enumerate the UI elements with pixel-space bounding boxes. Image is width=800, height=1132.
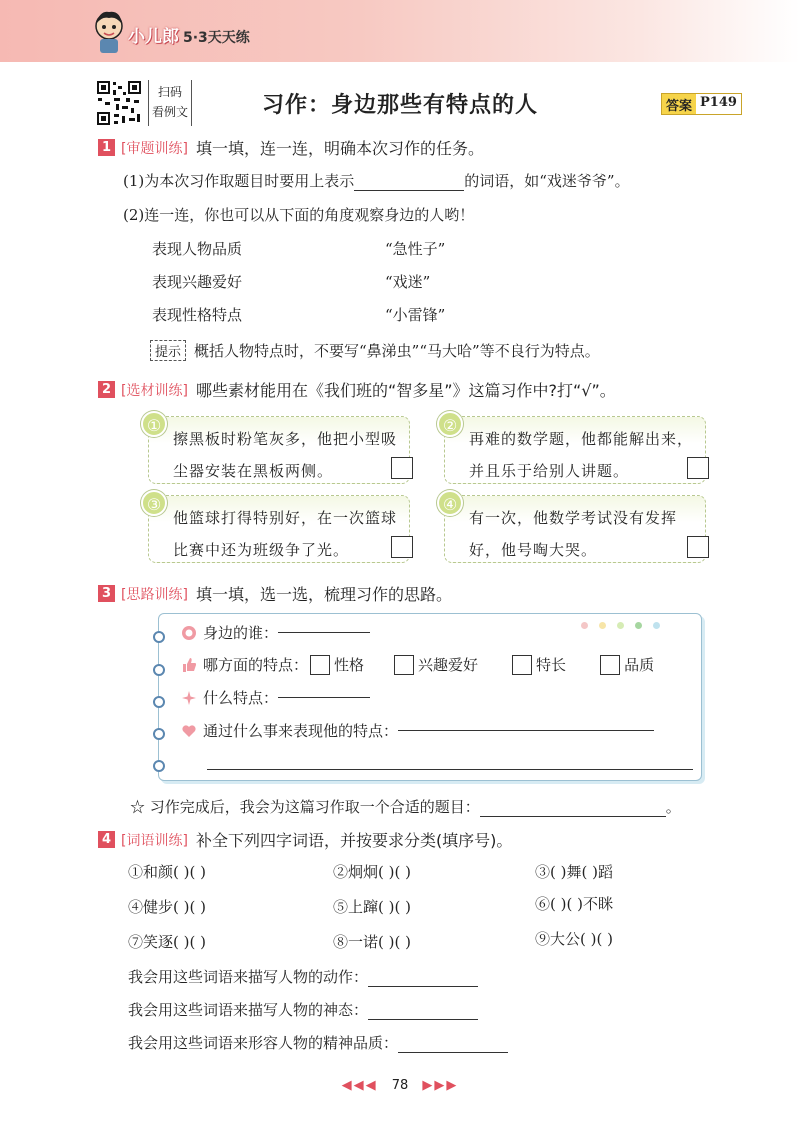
left-arrows-icon: ◀◀◀	[341, 1078, 378, 1093]
question-4-heading: 4 [词语训练] 补全下列四字词语，并按要求分类(填序号)。	[98, 828, 512, 851]
feature-blank[interactable]	[278, 697, 370, 698]
scan-label: 扫码 看例文	[148, 80, 192, 126]
title-blank[interactable]	[480, 816, 666, 817]
spirit-blank[interactable]	[398, 1052, 508, 1053]
row-who: 身边的谁：	[181, 622, 370, 643]
ring-icon	[153, 728, 165, 740]
q1-line-2: (2)连一连，你也可以从下面的角度观察身边的人哟！	[123, 206, 475, 224]
dot-icon	[653, 622, 660, 629]
ring-icon	[153, 631, 165, 643]
option-card-1: ① 擦黑板时粉笔灰多，他把小型吸尘器安装在黑板两侧。	[148, 416, 410, 484]
event-blank[interactable]	[398, 730, 654, 731]
heart-badge-icon	[181, 625, 197, 641]
heart-flower-icon	[181, 723, 197, 739]
checkbox-3[interactable]	[391, 536, 413, 558]
event-blank-2[interactable]	[207, 756, 693, 770]
idiom-8[interactable]: ⑧一诺( )( )	[333, 933, 411, 951]
who-blank[interactable]	[278, 632, 370, 633]
q1-right-2[interactable]: “戏迷”	[385, 273, 431, 291]
q1-left-3[interactable]: 表现性格特点	[152, 306, 243, 324]
idiom-9[interactable]: ⑨大公( )( )	[535, 930, 613, 948]
page-title: 习作：身边那些有特点的人	[261, 93, 538, 118]
q1-left-2[interactable]: 表现兴趣爱好	[152, 273, 243, 291]
row-aspect: 哪方面的特点： 性格 兴趣爱好 特长 品质	[181, 654, 654, 675]
expression-blank[interactable]	[368, 1019, 478, 1020]
notebook-panel	[158, 613, 702, 781]
q1-left-1[interactable]: 表现人物品质	[152, 240, 243, 258]
q1-blank[interactable]	[354, 190, 464, 191]
dot-icon	[617, 622, 624, 629]
action-blank[interactable]	[368, 986, 478, 987]
title-prompt: ☆ 习作完成后，我会为这篇习作取一个合适的题目： 。	[130, 798, 681, 816]
ring-icon	[153, 664, 165, 676]
mascot-icon	[92, 10, 126, 54]
idiom-6[interactable]: ⑥( )( )不眯	[535, 895, 613, 913]
idiom-3[interactable]: ③( )舞( )蹈	[535, 863, 613, 881]
checkbox-quality[interactable]	[600, 655, 620, 675]
checkbox-hobby[interactable]	[394, 655, 414, 675]
answer-badge[interactable]: 答案 P149	[661, 93, 742, 115]
dot-icon	[581, 622, 588, 629]
ring-icon	[153, 696, 165, 708]
row-event: 通过什么事来表现他的特点：	[181, 720, 654, 741]
category-expression: 我会用这些词语来描写人物的神态：	[128, 999, 478, 1020]
ring-icon	[153, 760, 165, 772]
dot-icon	[599, 622, 606, 629]
idiom-5[interactable]: ⑤上蹿( )( )	[333, 898, 411, 916]
q1-hint: 提示 概括人物特点时，不要写“鼻涕虫”“马大哈”等不良行为特点。	[150, 340, 600, 361]
q1-right-1[interactable]: “急性子”	[385, 240, 446, 258]
option-card-3: ③ 他篮球打得特别好，在一次篮球比赛中还为班级争了光。	[148, 495, 410, 563]
checkbox-1[interactable]	[391, 457, 413, 479]
option-card-4: ④ 有一次，他数学考试没有发挥好，他号啕大哭。	[444, 495, 706, 563]
checkbox-specialty[interactable]	[512, 655, 532, 675]
checkbox-2[interactable]	[687, 457, 709, 479]
idiom-7[interactable]: ⑦笑逐( )( )	[128, 933, 206, 951]
row-feature: 什么特点：	[181, 687, 370, 708]
checkbox-4[interactable]	[687, 536, 709, 558]
q1-right-3[interactable]: “小雷锋”	[385, 306, 446, 324]
option-card-2: ② 再难的数学题，他都能解出来，并且乐于给别人讲题。	[444, 416, 706, 484]
checkbox-character[interactable]	[310, 655, 330, 675]
question-3-heading: 3 [思路训练] 填一填，选一选，梳理习作的思路。	[98, 582, 452, 605]
page-number: 78	[391, 1078, 409, 1093]
idiom-1[interactable]: ①和颜( )( )	[128, 863, 206, 881]
category-spirit: 我会用这些词语来形容人物的精神品质：	[128, 1032, 508, 1053]
q1-line-1: (1)为本次习作取题目时要用上表示 的词语，如“戏迷爷爷”。	[123, 172, 630, 190]
dot-icon	[635, 622, 642, 629]
question-1-heading: 1 [审题训练] 填一填，连一连，明确本次习作的任务。	[98, 136, 484, 159]
category-action: 我会用这些词语来描写人物的动作：	[128, 966, 478, 987]
idiom-4[interactable]: ④健步( )( )	[128, 898, 206, 916]
page-footer	[0, 1078, 800, 1093]
right-arrows-icon: ▶▶▶	[422, 1078, 459, 1093]
thumbs-up-icon	[181, 657, 197, 673]
question-2-heading: 2 [选材训练] 哪些素材能用在《我们班的“智多星”》这篇习作中?打“√”。	[98, 378, 616, 401]
sparkle-icon	[181, 690, 197, 706]
brand: 小儿郎 5·3天天练	[128, 27, 250, 47]
idiom-2[interactable]: ②炯炯( )( )	[333, 863, 411, 881]
